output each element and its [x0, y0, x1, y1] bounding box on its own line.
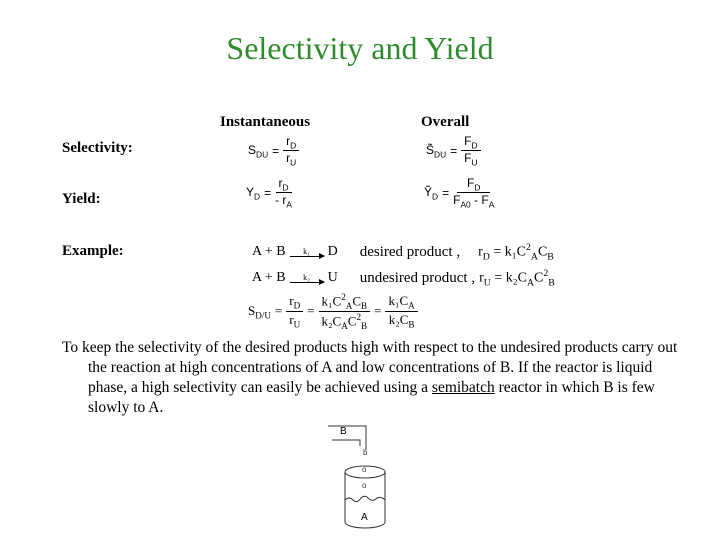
tank-label: A	[361, 512, 368, 523]
svg-text:o: o	[362, 465, 367, 474]
feed-pipe-outer	[328, 426, 366, 450]
eq-selectivity-instantaneous: $S_{DU}$ = $\frac{r_D}{r_U}$	[248, 134, 299, 168]
reaction-desired: A + B k₁ D desired product , $r_D = k_1C^2_AC_B$	[252, 242, 554, 263]
semibatch-link: semibatch	[431, 379, 495, 396]
explanation-paragraph: To keep the selectivity of the desired products high with respect to the undesired products carry out the reaction at high concentrations of A and low concentrations of B. If the reactor is liquid phase, a high selectivity can easily be achieved using a semibatch reactor in which B is few slowly to A.	[62, 339, 678, 416]
feed-pipe-inner	[332, 440, 360, 446]
header-overall: Overall	[421, 114, 470, 130]
eq-selectivity-example: $S_{D/U}$ = $\frac{r_D}{r_U}$ = $\frac{k_1C^2_AC_B}{k_2C_AC^2_B}$ = $\frac{k_1C_A}{k_2C_B}$	[248, 292, 418, 331]
eq-selectivity-overall: $S̃_{DU}$ = $\frac{F_D}{F_U}$	[426, 134, 481, 168]
reaction-undesired: A + B k₂ U undesired product , $r_U = k_2C_AC^2_B$	[252, 268, 555, 289]
label-selectivity: Selectivity:	[62, 140, 133, 156]
eq-yield-instantaneous: $Y_D$ = $\frac{r_D}{- r_A}$	[246, 176, 293, 210]
svg-text:b: b	[363, 448, 368, 457]
eq-yield-overall: Ỹ$_D$ = $\frac{F_D}{F_{A0} - F_A}$	[424, 176, 495, 210]
label-example: Example:	[62, 243, 124, 259]
semibatch-reactor-diagram	[320, 420, 410, 535]
svg-text:o: o	[362, 481, 367, 490]
feed-label: B	[340, 426, 347, 437]
slide-title: Selectivity and Yield	[226, 30, 494, 66]
label-yield: Yield:	[62, 191, 101, 207]
header-instantaneous: Instantaneous	[220, 114, 311, 130]
